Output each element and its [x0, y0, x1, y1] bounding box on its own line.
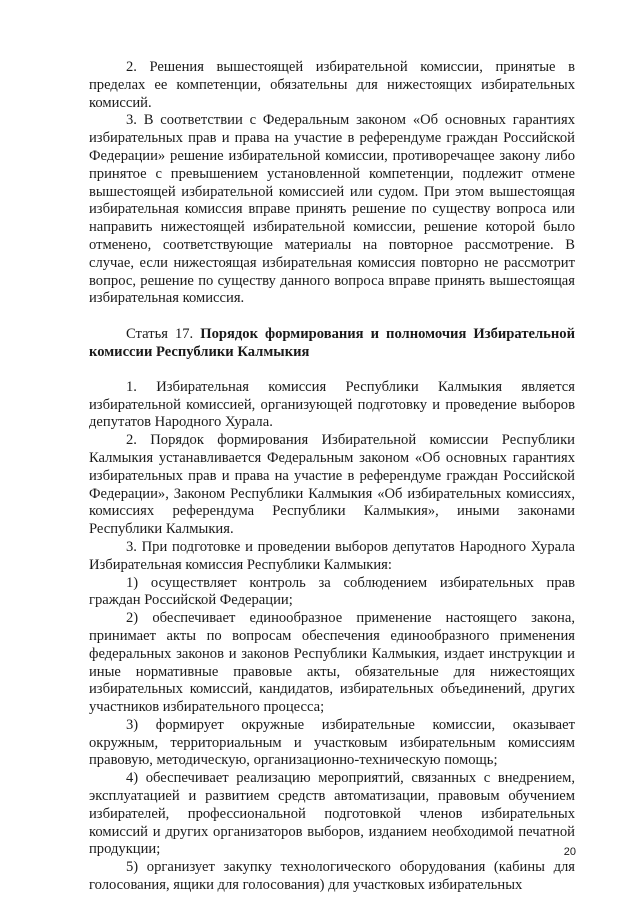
paragraph: 2. Порядок формирования Избирательной комиссии Республики Калмыкия устанавливается Федеральным законом «Об основных гарантиях избирательных прав и права на участие в референдуме граждан Российской Федерации», Законом Республики Калмыкия «Об избирательных комиссиях, комиссиях референдума Республики Калмыкия», иными законами Республики Калмыкия. [89, 432, 575, 538]
page-number: 20 [563, 846, 576, 858]
paragraph: 3. В соответствии с Федеральным законом «Об основных гарантиях избирательных прав и права на участие в референдуме граждан Российской Федерации» решение избирательной комиссии, противоречащее закону либо принятое с превышением установленной компетенции, подлежит отмене вышестоящей избирательной комиссией или судом. При этом вышестоящая избирательная комиссия вправе принять решение по существу вопроса или направить нижестоящей избирательной комиссии, решение которой было отменено, соответствующие материалы на повторное рассмотрение. В случае, если нижестоящая избирательная комиссия повторно не рассмотрит вопрос, решение по существу данного вопроса вправе принять вышестоящая избирательная комиссия. [89, 112, 575, 307]
list-item: 4) обеспечивает реализацию мероприятий, связанных с внедрением, эксплуатацией и развитием средств автоматизации, правовым обучением избирателей, профессиональной подготовкой членов избирательных комиссий и других организаторов выборов, изданием необходимой печатной продукции; [89, 770, 575, 858]
list-item: 3) формирует окружные избирательные комиссии, оказывает окружным, территориальным и участковым избирательным комиссиям правовую, методическую, организационно-техническую помощь; [89, 716, 575, 769]
document-body [89, 59, 575, 895]
paragraph: 2. Решения вышестоящей избирательной комиссии, принятые в пределах ее компетенции, обязательны для нижестоящих избирательных комиссий. [89, 59, 575, 111]
article-title: Порядок формирования и полномочия Избирательной комиссии Республики Калмыкия [89, 326, 576, 360]
list-item: 1) осуществляет контроль за соблюдением избирательных прав граждан Российской Федерации; [89, 574, 575, 609]
paragraph: 1. Избирательная комиссия Республики Калмыкия является избирательной комиссией, организующей подготовку и проведение выборов депутатов Народного Хурала. [89, 378, 575, 431]
article-number: Статья 17. [126, 326, 201, 343]
article-heading [89, 326, 575, 362]
paragraph: 3. При подготовке и проведении выборов депутатов Народного Хурала Избирательная комиссия Республики Калмыкия: [89, 538, 575, 573]
list-item: 2) обеспечивает единообразное применение настоящего закона, принимает акты по вопросам обеспечения единообразного применения федеральных законов и законов Республики Калмыкия, издает инструкции и иные нормативные правовые акты, обязательные для нижестоящих избирательных комиссий, кандидатов, избирательных объединений, других участников избирательного процесса; [89, 610, 575, 716]
list-item: 5) организует закупку технологического оборудования (кабины для голосования, ящики для голосования) для участковых избирательных [89, 859, 575, 894]
